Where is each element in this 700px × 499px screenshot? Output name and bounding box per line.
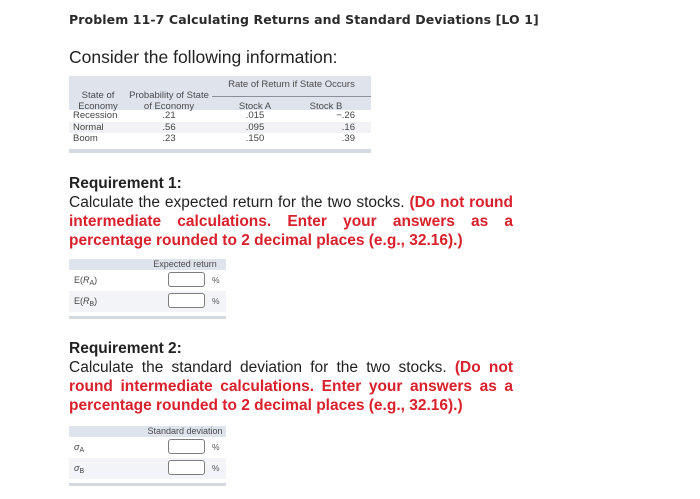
standard-deviation-row-b [69,458,226,479]
cell-stock-b: .16 [341,121,355,133]
cell-state: Recession [73,110,118,121]
requirement-2-body [69,358,513,415]
standard-deviation-a-input[interactable] [168,439,205,454]
requirement-2-title: Requirement 2: [69,340,182,357]
header-divider [212,96,371,97]
label-e-rb: $E(R_B)$ [74,296,98,308]
cell-stock-b: .39 [341,133,355,144]
header-stock-a: Stock A [238,101,272,112]
requirement-2-text: Calculate the standard deviation for the two stocks. [69,359,447,376]
table-footer-bar [69,483,226,486]
cell-stock-a: .015 [245,110,265,121]
cell-stock-b: −.26 [336,110,355,121]
cell-probability: .56 [162,121,176,133]
cell-stock-a: .095 [245,121,265,133]
cell-stock-a: .150 [245,133,265,144]
standard-deviation-header: Standard deviation [69,426,226,437]
requirement-1-instruction: (Do not round intermediate calculations. Enter your answers as a percentage rounded to 2 decimal places (e.g., 32.16).) [69,194,513,249]
table-footer-bar [69,149,371,153]
returns-info-table [69,76,371,153]
expected-return-b-input[interactable] [168,293,205,308]
standard-deviation-table [69,426,226,486]
requirement-2 [69,339,513,415]
table-footer-bar [69,316,226,319]
cell-probability: .21 [162,110,176,121]
header-rate-of-return-group: Rate of Return if State Occurs [228,79,355,90]
requirement-1-title: Requirement 1: [69,175,182,192]
expected-return-table [69,259,226,319]
label-e-ra: $E(R_A)$ [74,275,98,287]
percent-unit: % [212,442,220,452]
requirement-1-body [69,193,513,250]
expected-return-row-b [69,291,226,312]
header-probability: Probability of State of Economy [129,90,209,112]
cell-probability: .23 [162,133,176,144]
intro-text: Consider the following information: [69,47,338,67]
header-state-of-economy: State of Economy [78,90,118,112]
requirement-2-instruction: (Do not round intermediate calculations. Enter your answers as a percentage rounded to 2 decimal places (e.g., 32.16).) [69,359,513,414]
label-sigma-a: $\sigma_A$ [74,442,85,454]
requirement-1 [69,174,513,250]
table-row [69,122,371,134]
expected-return-header: Expected return [69,259,226,270]
percent-unit: % [212,296,220,306]
table-row [69,133,371,145]
expected-return-row-a [69,270,226,291]
problem-title: Problem 11-7 Calculating Returns and Standard Deviations [LO 1] [69,12,539,27]
percent-unit: % [212,463,220,473]
table-row [69,110,371,122]
standard-deviation-row-a [69,437,226,458]
cell-state: Boom [73,133,98,144]
requirement-1-text: Calculate the expected return for the two stocks. [69,194,405,211]
table-header [69,76,371,110]
header-stock-b: Stock B [309,101,343,112]
standard-deviation-b-input[interactable] [168,460,205,475]
percent-unit: % [212,275,220,285]
label-sigma-b: $\sigma_B$ [74,463,85,475]
cell-state: Normal [73,121,104,133]
expected-return-a-input[interactable] [168,272,205,287]
